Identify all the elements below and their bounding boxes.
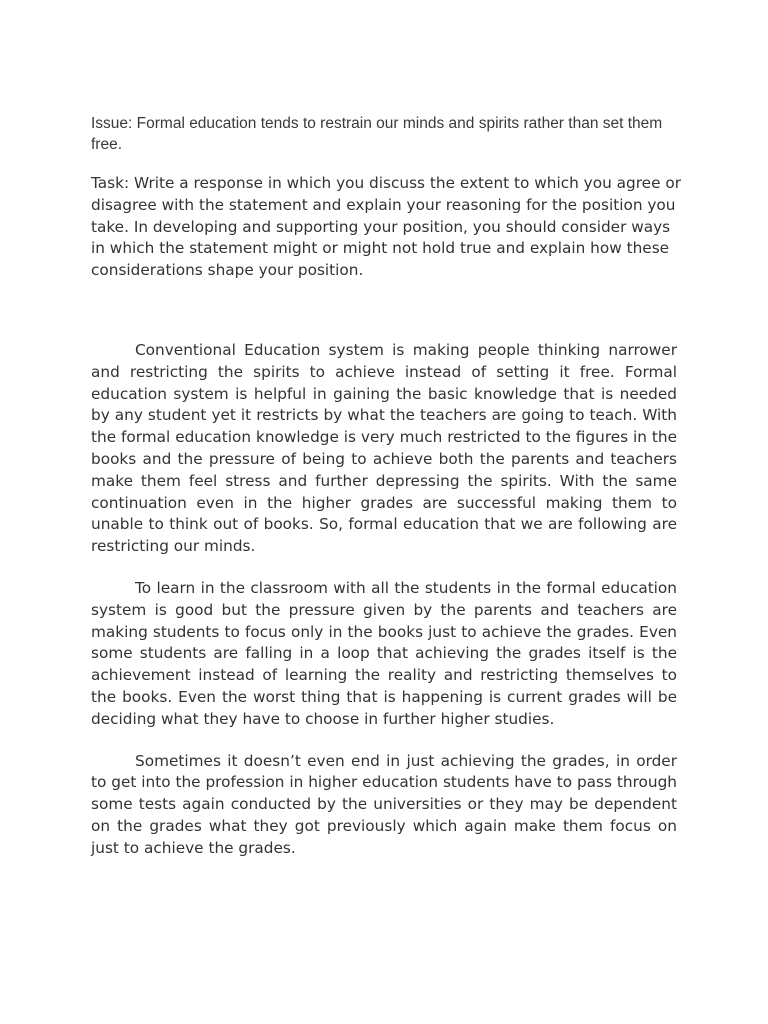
essay-paragraph-2: To learn in the classroom with all the students in the formal education system is good but the pressure given by the parents and teachers are making students to focus only in the books just to achieve the grades. Even some students are falling in a loop that achieving the grades itself is the achievement instead of learning the reality and restricting themselves to the books. Even the worst thing that is happening is current grades will be deciding what they have to choose in further higher studies. <box>91 578 677 728</box>
issue-statement: Issue: Formal education tends to restrain our minds and spirits rather than set them free. <box>91 115 663 153</box>
essay-paragraph-3: Sometimes it doesn’t even end in just achieving the grades, in order to get into the profession in higher education students have to pass through some tests again conducted by the universities or they may be dependent on the grades what they got previously which again make them focus on just to achieve the grades. <box>91 751 677 857</box>
task-instructions: Task: Write a response in which you discuss the extent to which you agree or disagree with the statement and explain your reasoning for the position you take. In developing and supporting your position, you should consider ways in which the statement might or might not hold true and explain how these considerations shape your position. <box>91 174 681 280</box>
essay-paragraph-1: Conventional Education system is making people thinking narrower and restricting the spirits to achieve instead of setting it free. Formal education system is helpful in gaining the basic knowledge that is needed by any student yet it restricts by what the teachers are going to teach. With the formal education knowledge is very much restricted to the figures in the books and the pressure of being to achieve both the parents and teachers make them feel stress and further depressing the spirits. With the same continuation even in the higher grades are successful making them to unable to think out of books. So, formal education that we are following are restricting our minds. <box>91 341 677 556</box>
essay-body <box>91 340 677 880</box>
